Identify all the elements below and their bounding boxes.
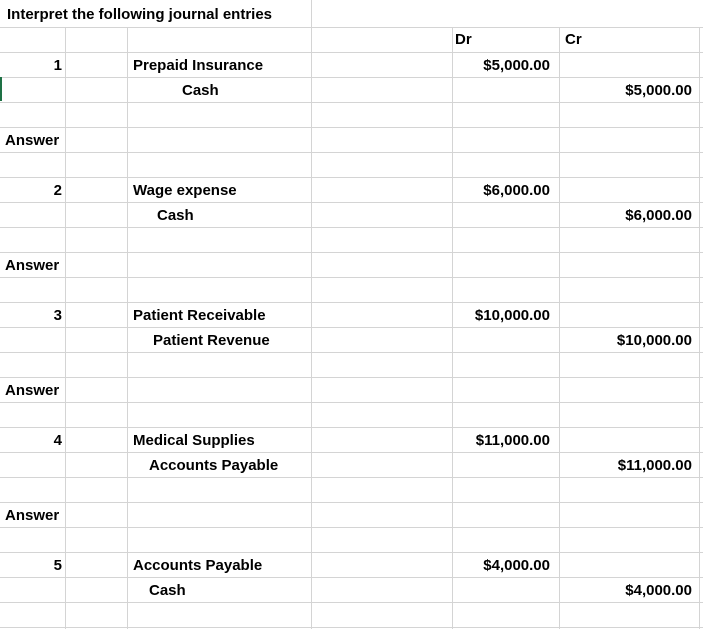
debit-amount[interactable]: $6,000.00	[483, 182, 550, 199]
entry-number[interactable]: 3	[53, 307, 62, 324]
entry-number[interactable]: 4	[53, 432, 62, 449]
row-gridline	[0, 52, 703, 53]
row-gridline	[0, 377, 703, 378]
row-gridline	[0, 302, 703, 303]
credit-account[interactable]: Cash	[157, 207, 194, 224]
row-gridline	[0, 327, 703, 328]
sheet-title[interactable]: Interpret the following journal entries	[7, 6, 273, 23]
column-gridline	[559, 27, 560, 629]
credit-amount[interactable]: $6,000.00	[625, 207, 692, 224]
debit-amount[interactable]: $4,000.00	[483, 557, 550, 574]
debit-amount[interactable]: $10,000.00	[474, 307, 550, 324]
debit-account[interactable]: Prepaid Insurance	[133, 57, 264, 74]
debit-account[interactable]: Patient Receivable	[133, 307, 266, 324]
entry-number[interactable]: 2	[53, 182, 62, 199]
row-gridline	[0, 527, 703, 528]
row-gridline	[0, 552, 703, 553]
credit-amount[interactable]: $5,000.00	[625, 82, 692, 99]
debit-account[interactable]: Accounts Payable	[133, 557, 263, 574]
row-gridline	[0, 127, 703, 128]
row-gridline	[0, 452, 703, 453]
answer-label[interactable]: Answer	[5, 382, 60, 399]
row-gridline	[0, 402, 703, 403]
answer-label[interactable]: Answer	[5, 132, 60, 149]
row-gridline	[0, 502, 703, 503]
column-gridline	[311, 0, 312, 629]
debit-amount[interactable]: $5,000.00	[483, 57, 550, 74]
row-gridline	[0, 577, 703, 578]
row-gridline	[0, 427, 703, 428]
row-gridline	[0, 627, 703, 628]
column-gridline	[699, 27, 700, 629]
credit-amount[interactable]: $11,000.00	[617, 457, 692, 474]
row-gridline	[0, 77, 703, 78]
debit-amount[interactable]: $11,000.00	[475, 432, 550, 449]
header-dr[interactable]: Dr	[455, 31, 472, 48]
row-gridline	[0, 277, 703, 278]
credit-account[interactable]: Accounts Payable	[149, 457, 279, 474]
credit-account[interactable]: Cash	[149, 582, 186, 599]
row-gridline	[0, 27, 703, 28]
active-cell-marker	[0, 77, 2, 101]
row-gridline	[0, 202, 703, 203]
debit-account[interactable]: Medical Supplies	[133, 432, 255, 449]
credit-amount[interactable]: $4,000.00	[625, 582, 692, 599]
row-gridline	[0, 177, 703, 178]
credit-amount[interactable]: $10,000.00	[616, 332, 692, 349]
row-gridline	[0, 252, 703, 253]
column-gridline	[127, 27, 128, 629]
answer-label[interactable]: Answer	[5, 257, 60, 274]
answer-label[interactable]: Answer	[5, 507, 60, 524]
row-gridline	[0, 152, 703, 153]
header-cr[interactable]: Cr	[565, 31, 582, 48]
column-gridline	[452, 27, 453, 629]
entry-number[interactable]: 5	[53, 557, 62, 574]
column-gridline	[65, 27, 66, 629]
credit-account[interactable]: Cash	[182, 82, 219, 99]
debit-account[interactable]: Wage expense	[133, 182, 237, 199]
credit-account[interactable]: Patient Revenue	[153, 332, 270, 349]
entry-number[interactable]: 1	[53, 57, 62, 74]
